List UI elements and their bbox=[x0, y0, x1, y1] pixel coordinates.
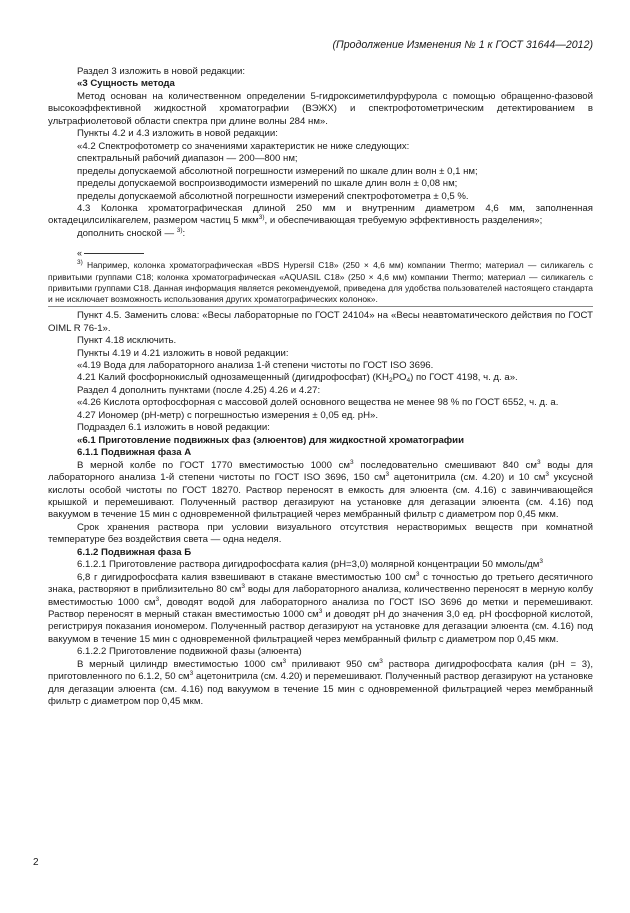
paragraph: В мерной колбе по ГОСТ 1770 вместимостью 1000 $см^3$ последовательно смешивают 840 $см^3$ воды для лабораторного анализа 1-й степени чистоты по ГОСТ ISO 3696, 150 $см^3$ ацетонитрила (см. 4.20) и 10 $см^3$ уксусной кислоты особой чистоты по ГОСТ 18270. Раствор переносят в емкость для элюента (см. 4.16) с завинчивающейся крышкой и перемешивают. Полученный раствор дегазируют на установке для дегазации элюента (см. 4.16) под вакуумом в течение 15 мин с одновременной фильтрацией через мембранный фильтр с диаметром пор 0,45 мкм. bbox=[48, 458, 593, 521]
paragraph: Пункт 4.18 исключить. bbox=[77, 335, 177, 347]
subsection-heading: 6.1.1 Подвижная фаза А bbox=[77, 447, 192, 459]
page-number: 2 bbox=[33, 857, 39, 868]
paragraph: Раздел 3 изложить в новой редакции: bbox=[77, 66, 246, 77]
footnote-quote-line: « bbox=[77, 248, 593, 258]
paragraph: 4.27 Иономер (pH-метр) с погрешностью измерения ± 0,05 ед. pH». bbox=[77, 409, 378, 421]
paragraph: 4.3 Колонка хроматографическая длиной 250 мм и внутренним диаметром 4,6 мм, заполненная октадецилсилікагелем, размером частиц 5 мкм$^{3)}$, и обеспечивающая требуемую эффективность разделения»; bbox=[48, 202, 593, 227]
paragraph: Подраздел 6.1 изложить в новой редакции: bbox=[77, 422, 270, 434]
document-page bbox=[48, 38, 593, 709]
paragraph: Метод основан на количественном определении 5-гидроксиметилфурфурола с помощью обращенно-фазовой высокоэффективной жидкостной хроматографии (ВЭЖХ) и спектрофотометрическим детектированием в ультрафиолетовой области спектра при длине волны 284 нм». bbox=[48, 90, 593, 127]
paragraph: спектральный рабочий диапазон — 200—800 нм; bbox=[77, 153, 298, 165]
subsection-heading: «6.1 Приготовление подвижных фаз (элюентов) для жидкостной хроматографии bbox=[77, 434, 464, 446]
section-heading: «3 Сущность метода bbox=[77, 78, 175, 90]
paragraph: 4.21 Калий фосфорнокислый однозамещенный (дигидрофосфат) $(KH_2PO_4)$ по ГОСТ 4198, ч. д. а». bbox=[77, 372, 518, 385]
continuation-header: (Продолжение Изменения № 1 к ГОСТ 31644—2012) bbox=[332, 39, 593, 51]
paragraph: В мерный цилиндр вместимостью 1000 $см^3$ приливают 950 $см^3$ раствора дигидрофосфата калия (pH = 3), приготовленного по 6.1.2, 50 $см^3$ ацетонитрила (см. 4.20) и перемешивают. Полученный раствор дегазируют на установке для дегазации элюента (см. 4.16) под вакуумом в течение 15 мин с одновременной фильтрацией через мембранный фильтр с диаметром пор 0,45 мкм. bbox=[48, 657, 594, 708]
paragraph: «4.19 Вода для лабораторного анализа 1-й степени чистоты по ГОСТ ISO 3696. bbox=[77, 359, 434, 371]
footnote: $^{3)}$ Например, колонка хроматографическая «BDS Hypersil C18» (250 × 4,6 мм) компании Thermo; материал — силикагель с привитыми группами C18; колонка хроматографическая «AQUASIL C18» (250 × 4,6 мм) компании Thermo; материал — силикагель с привитыми группами C18. Данная информация является рекомендуемой, приведена для удобства пользователей настоящего стандарта и не исключает возможность использования других хроматографических колонок». bbox=[48, 259, 593, 304]
paragraph: Пункты 4.2 и 4.3 изложить в новой редакции: bbox=[77, 128, 278, 140]
paragraph: 6,8 г дигидрофосфата калия взвешивают в стакане вместимостью 100 $см^3$ с точностью до третьего десятичного знака, растворяют в приблизительно 80 $см^3$ воды для лабораторного анализа, количественно переносят в мерную колбу вместимостью 1000 $см^3$, доводят водой для лабораторного анализа по ГОСТ ISO 3696 до метки и перемешивают. Раствор переносят в мерный стакан вместимостью 1000 $см^3$ и доводят pH до значения 3,0 ед. pH фосфорной кислотой, регистрируя показания иономером. Полученный раствор дегазируют на установке для дегазации элюента (см. 4.16) под вакуумом в течение 15 мин с одновременной фильтрацией через мембранный фильтр с диаметром пор 0,45 мкм. bbox=[48, 570, 594, 645]
paragraph: дополнить сноской — $^{3)}$: bbox=[77, 226, 186, 239]
paragraph: «4.2 Спектрофотометр со значениями характеристик не ниже следующих: bbox=[77, 140, 410, 152]
paragraph: пределы допускаемой абсолютной погрешности измерений спектрофотометра ± 0,5 %. bbox=[77, 190, 469, 202]
paragraph: пределы допускаемой воспроизводимости измерений по шкале длин волн ± 0,08 нм; bbox=[77, 178, 458, 190]
paragraph: Пункты 4.19 и 4.21 изложить в новой редакции: bbox=[77, 347, 289, 359]
paragraph: пределы допускаемой абсолютной погрешности измерений по шкале длин волн ± 0,1 нм; bbox=[77, 165, 478, 177]
paragraph: 6.1.2.1 Приготовление раствора дигидрофосфата калия (pH=3,0) молярной концентрации 50 ммоль/$дм^3$ bbox=[77, 558, 543, 571]
subsection-heading: 6.1.2 Подвижная фаза Б bbox=[77, 546, 192, 558]
paragraph: Срок хранения раствора при условии визуального отсутствия нерастворимых веществ при комнатной температуре без воздействия света — одна неделя. bbox=[48, 521, 593, 546]
footnote-divider bbox=[48, 306, 593, 307]
paragraph: Раздел 4 дополнить пунктами (после 4.25) 4.26 и 4.27: bbox=[77, 384, 321, 396]
paragraph: «4.26 Кислота ортофосфорная с массовой долей основного вещества не менее 98 % по ГОСТ 6552, ч. д. а. bbox=[77, 397, 559, 409]
paragraph: 6.1.2.2 Приготовление подвижной фазы (элюента) bbox=[77, 646, 302, 658]
paragraph: Пункт 4.5. Заменить слова: «Весы лабораторные по ГОСТ 24104» на «Весы неавтоматического действия по ГОСТ OIML R 76-1». bbox=[48, 310, 593, 334]
